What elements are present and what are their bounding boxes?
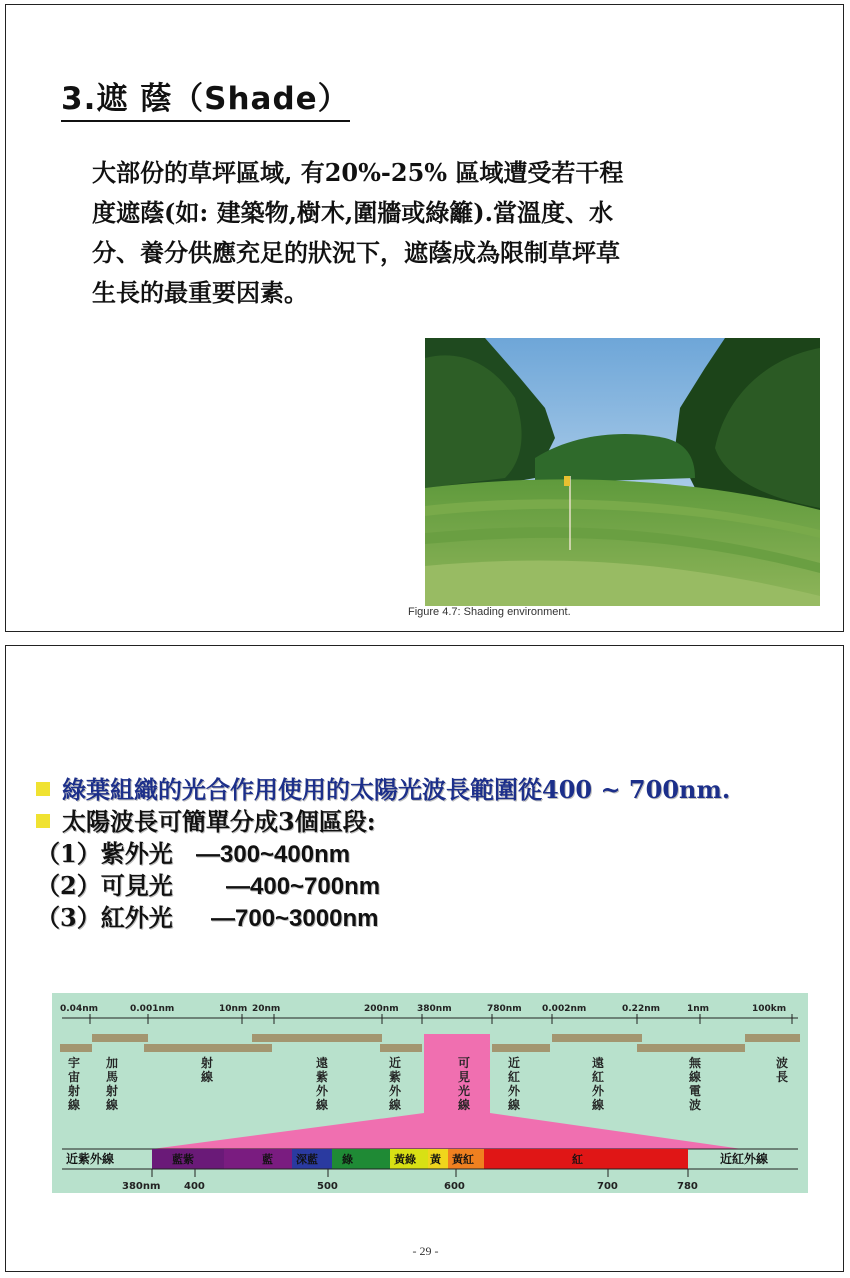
- svg-text:外: 外: [315, 1084, 329, 1098]
- svg-text:線: 線: [591, 1098, 605, 1112]
- figure-caption: Figure 4.7: Shading environment.: [408, 606, 571, 618]
- bullet-list: [36, 774, 730, 934]
- slide-light-spectrum: [5, 645, 844, 1272]
- range-label: （3）紅外光: [36, 903, 173, 932]
- svg-text:外: 外: [591, 1084, 605, 1098]
- svg-text:線: 線: [388, 1098, 402, 1112]
- range-line: [36, 902, 730, 934]
- bottom-tick-label: 380nm: [122, 1181, 161, 1192]
- svg-text:可: 可: [457, 1056, 471, 1070]
- svg-text:線: 線: [67, 1098, 81, 1112]
- bar-right-label: 近紅外線: [720, 1152, 769, 1166]
- shading-environment-photo: [425, 338, 820, 606]
- intro-paragraph: [92, 153, 732, 313]
- paragraph-line: 生長的最重要因素。: [92, 278, 308, 307]
- svg-text:射: 射: [67, 1084, 81, 1098]
- svg-text:線: 線: [507, 1098, 521, 1112]
- region-label: [776, 1055, 788, 1084]
- region-label: [457, 1055, 470, 1112]
- svg-text:波: 波: [688, 1098, 702, 1112]
- svg-text:外: 外: [388, 1084, 402, 1098]
- bullet-item: [36, 806, 730, 838]
- bottom-tick-label: 780: [677, 1181, 698, 1192]
- svg-text:外: 外: [507, 1084, 521, 1098]
- color-segment-label: 黃: [430, 1153, 441, 1166]
- svg-text:線: 線: [315, 1098, 329, 1112]
- range-value: —700~3000nm: [211, 905, 379, 932]
- svg-text:線: 線: [688, 1070, 702, 1084]
- top-tick-label: 10nm: [219, 1004, 248, 1014]
- bar-left-label: 近紫外線: [66, 1152, 115, 1166]
- paragraph-line: 度遮蔭(如: 建築物,樹木,圍牆或綠籬).當溫度、水: [92, 198, 613, 227]
- svg-text:紅: 紅: [591, 1070, 605, 1084]
- svg-text:射: 射: [200, 1056, 214, 1070]
- svg-text:近: 近: [388, 1056, 402, 1070]
- bottom-tick-label: 500: [317, 1181, 338, 1192]
- color-segment-label: 黃紅: [452, 1153, 474, 1166]
- svg-text:電: 電: [688, 1084, 702, 1098]
- region-label: [507, 1055, 521, 1112]
- svg-text:見: 見: [457, 1070, 471, 1084]
- bottom-tick-label: 700: [597, 1181, 618, 1192]
- region-label: [105, 1055, 118, 1112]
- top-tick-label: 0.001nm: [130, 1004, 175, 1014]
- bullet-text: 太陽波長可簡單分成3個區段:: [62, 807, 376, 836]
- range-value: —400~700nm: [226, 873, 381, 900]
- bullet-square-icon: [36, 814, 50, 828]
- svg-text:近: 近: [507, 1056, 521, 1070]
- slide-shade: [5, 4, 844, 632]
- range-value: —300~400nm: [196, 841, 351, 868]
- bullet-item: [36, 774, 730, 806]
- region-label: [67, 1055, 80, 1112]
- region-label: [200, 1055, 213, 1084]
- top-tick-label: 100km: [752, 1004, 787, 1014]
- bottom-tick-label: 400: [184, 1181, 205, 1192]
- svg-text:線: 線: [457, 1098, 471, 1112]
- bullet-square-icon: [36, 782, 50, 796]
- svg-text:遠: 遠: [591, 1056, 605, 1070]
- svg-text:加: 加: [105, 1056, 119, 1070]
- paragraph-line: 大部份的草坪區域, 有20%-25% 區域遭受若干程: [92, 158, 624, 187]
- region-label: [315, 1055, 329, 1112]
- bullet-text: 綠葉組織的光合作用使用的太陽光波長範圍從400 ~ 700nm.: [62, 775, 731, 804]
- svg-text:線: 線: [105, 1098, 119, 1112]
- svg-text:宙: 宙: [67, 1070, 81, 1084]
- color-segment-label: 綠: [342, 1153, 353, 1166]
- top-tick-label: 1nm: [687, 1004, 710, 1014]
- color-segment-label: 藍紫: [172, 1153, 194, 1166]
- color-segment-label: 黃綠: [394, 1153, 416, 1166]
- top-tick-label: 0.22nm: [622, 1004, 660, 1014]
- electromagnetic-spectrum-diagram: [52, 993, 808, 1193]
- range-line: [36, 870, 730, 902]
- top-tick-label: 20nm: [252, 1004, 281, 1014]
- color-segment-label: 紅: [572, 1153, 583, 1166]
- range-label: （2）可見光: [36, 871, 173, 900]
- top-tick-label: 200nm: [364, 1004, 399, 1014]
- svg-text:光: 光: [457, 1084, 471, 1098]
- svg-text:線: 線: [200, 1070, 214, 1084]
- svg-text:無: 無: [688, 1056, 702, 1070]
- color-segment-label: 藍: [262, 1153, 273, 1166]
- svg-text:紅: 紅: [507, 1070, 521, 1084]
- top-tick-label: 0.04nm: [60, 1004, 98, 1014]
- svg-text:紫: 紫: [315, 1070, 329, 1084]
- color-segment-label: 深藍: [296, 1153, 318, 1166]
- bottom-tick-label: 600: [444, 1181, 465, 1192]
- svg-text:射: 射: [105, 1084, 119, 1098]
- svg-text:紫: 紫: [388, 1070, 402, 1084]
- range-label: （1）紫外光: [36, 839, 173, 868]
- svg-text:宇: 宇: [67, 1056, 81, 1070]
- top-tick-label: 780nm: [487, 1004, 522, 1014]
- paragraph-line: 分、養分供應充足的狀況下，遮蔭成為限制草坪草: [92, 238, 620, 267]
- svg-text:長: 長: [775, 1070, 789, 1084]
- range-line: [36, 838, 730, 870]
- svg-text:馬: 馬: [105, 1070, 119, 1084]
- svg-text:波: 波: [775, 1056, 789, 1070]
- top-tick-label: 380nm: [417, 1004, 452, 1014]
- region-label: [591, 1055, 605, 1112]
- slide-title: 3.遮 蔭（Shade）: [61, 73, 350, 122]
- page-number: - 29 -: [412, 1244, 439, 1258]
- top-tick-label: 0.002nm: [542, 1004, 587, 1014]
- region-label: [688, 1055, 702, 1112]
- region-label: [388, 1055, 402, 1112]
- svg-text:遠: 遠: [315, 1056, 329, 1070]
